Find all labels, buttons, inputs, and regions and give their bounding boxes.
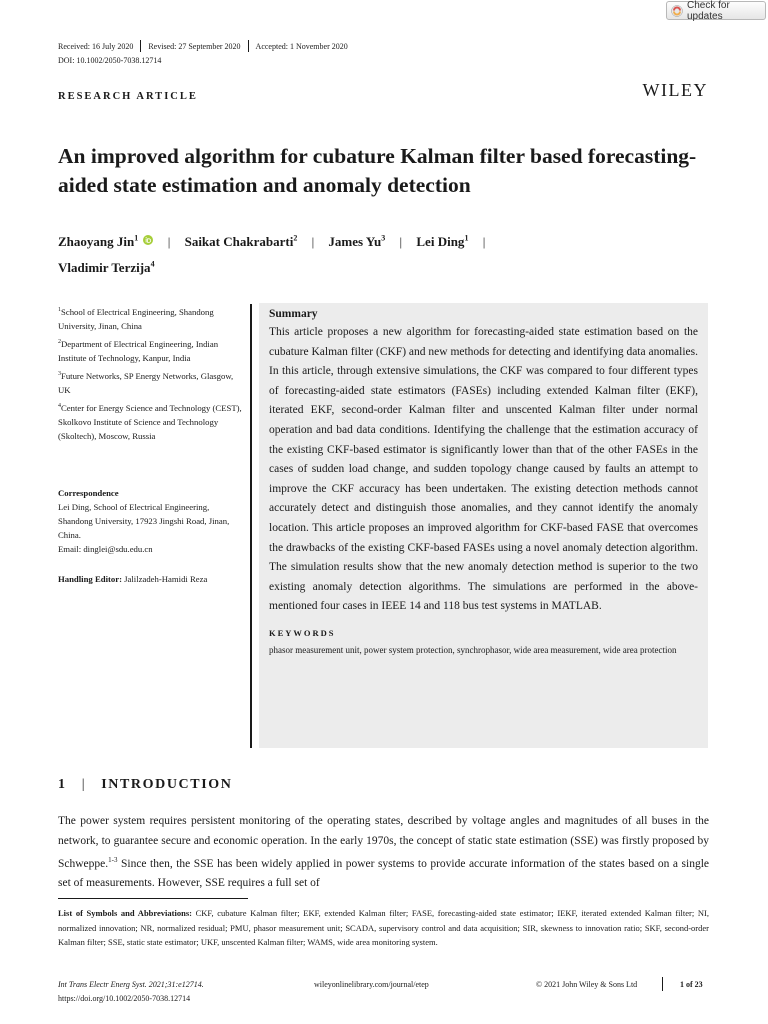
affiliations xyxy=(58,303,246,445)
author-separator: | xyxy=(482,234,486,250)
article-dates xyxy=(58,40,348,52)
publisher-logo: WILEY xyxy=(642,80,708,100)
author-name[interactable]: Vladimir Terzija$^4$ xyxy=(58,259,155,275)
intro-paragraph: The power system requires persistent monitoring of the operating states, described by voltage angles and magnitudes of all buses in the network, to guarantee secure and economic operation. In the early 1970s, the concept of static state estimation (SSE) was firstly proposed by Schweppe.$^{1-3}$ Since then, the SSE has been widely applied in power systems to provide accurate information of the states based on a single set of measurements. However, SSE requires a full set of xyxy=(58,815,709,890)
author-list xyxy=(58,228,718,279)
handling-editor xyxy=(58,572,246,586)
revised-date: Revised: 27 September 2020 xyxy=(148,41,241,51)
doi-link[interactable]: https://doi.org/10.1002/2050-7038.12714 xyxy=(58,994,191,1003)
keywords-text: phasor measurement unit, power system protection, synchrophasor, wide area measurement, wide area protection xyxy=(269,644,677,655)
page-number: 1 of 23 xyxy=(680,980,703,989)
correspondence-email[interactable]: Email: dinglei@sdu.edu.cn xyxy=(58,544,153,554)
summary-box xyxy=(259,303,708,748)
summary-heading: Summary xyxy=(269,308,318,320)
footnote-text: CKF, cubature Kalman filter; EKF, extended Kalman filter; FASE, forecasting-aided state estimator; IEKF, iterated extended Kalman filter; NI, normalized innovation; NR, normalized residual; PMU, phasor measurement unit; SCADA, supervisory control and data acquisition; SIR, skewness to innovation ratio; SKF, second-order Kalman filter; SSE, static state estimator; UKF, unscented Kalman filter; WAMS, wide area monitoring system. xyxy=(58,908,709,947)
check-updates-label: Check for updates xyxy=(687,0,730,22)
accepted-date: Accepted: 1 November 2020 xyxy=(255,41,348,51)
author-name[interactable]: Zhaoyang Jin$^1$ xyxy=(58,234,139,250)
article-title: An improved algorithm for cubature Kalman filter based forecasting-aided state estimation and anomaly detection xyxy=(58,144,697,197)
keywords-heading: KEYWORDS xyxy=(269,627,336,638)
affiliation: $^2$Department of Electrical Engineering, Indian Institute of Technology, Kanpur, India xyxy=(58,338,219,363)
journal-citation: Int Trans Electr Energ Syst. 2021;31:e12714. xyxy=(58,980,204,989)
author-name[interactable]: Lei Ding$^1$ xyxy=(416,234,469,250)
author-separator: | xyxy=(311,234,315,250)
check-for-updates-button[interactable] xyxy=(666,1,766,20)
affiliation: $^1$School of Electrical Engineering, Shandong University, Jinan, China xyxy=(58,306,214,331)
journal-site-link[interactable]: wileyonlinelibrary.com/journal/etep xyxy=(314,980,429,989)
summary-rule xyxy=(250,304,252,748)
divider xyxy=(248,40,249,52)
section-heading xyxy=(58,777,232,793)
handling-editor-name: Jalilzadeh-Hamidi Reza xyxy=(124,574,208,584)
footnote-rule xyxy=(58,898,248,899)
citation-link[interactable]: 1-3 xyxy=(108,856,118,864)
author-separator: | xyxy=(167,234,171,250)
check-updates-icon xyxy=(671,5,683,17)
divider xyxy=(662,977,663,991)
received-date: Received: 16 July 2020 xyxy=(58,41,134,51)
divider xyxy=(140,40,141,52)
footnote-label: List of Symbols and Abbreviations: xyxy=(58,908,192,918)
article-type: RESEARCH ARTICLE xyxy=(58,91,198,102)
section-number: 1 xyxy=(58,777,67,792)
section-title: INTRODUCTION xyxy=(101,777,233,792)
correspondence-text: Lei Ding, School of Electrical Engineering, Shandong University, 17923 Jingshi Road, Jinan, China. xyxy=(58,502,230,540)
copyright: © 2021 John Wiley & Sons Ltd xyxy=(536,980,638,989)
affiliation: $^4$Center for Energy Science and Technology (CEST), Skolkovo Institute of Science and Technology (Skoltech), Moscow, Russia xyxy=(58,402,242,441)
section-separator: | xyxy=(81,777,87,792)
doi: DOI: 10.1002/2050-7038.12714 xyxy=(58,56,162,65)
author-separator: | xyxy=(399,234,403,250)
author-name[interactable]: James Yu$^3$ xyxy=(328,234,386,250)
abbreviations-footnote xyxy=(58,906,709,950)
orcid-icon[interactable] xyxy=(143,230,153,240)
author-name[interactable]: Saikat Chakrabarti$^2$ xyxy=(184,234,298,250)
correspondence-heading: Correspondence xyxy=(58,488,119,498)
handling-editor-label: Handling Editor: xyxy=(58,574,122,584)
affiliation: $^3$Future Networks, SP Energy Networks, Glasgow, UK xyxy=(58,370,234,395)
correspondence xyxy=(58,486,246,556)
summary-text: This article proposes a new algorithm for forecasting-aided state estimation based on the cubature Kalman filter (CKF) and new methods for detecting and identifying data anomalies. In this article, through extensive simulations, the CKF was compared to four different types of forecasting-aided state estimators (FASEs) including extended Kalman filter (EKF), iterated EKF, second-order Kalman filter and unscented Kalman filter under normal operation and bad data conditions. Identifying the challenge that the estimation accuracy of the existing CKF-based estimator is significantly lower than that of the other FASEs in the cases of sudden load change, and sudden topology change caused by faults an attempt to improve the CKF accuracy has been undertaken. The existing detection methods cannot accurately detect and distinguish those anomalies, and they cannot identify the anomaly location. This article proposes an improved algorithm for CKF-based FASE that overcomes the drawbacks of the existing CKF-based FASEs using a novel anomaly detection algorithm. The simulation results show that the new anomaly detection method is superior to the two existing anomaly detection algorithms. The simulations are performed in the above-mentioned four cases in IEEE 14 and 118 bus test systems in MATLAB. xyxy=(269,326,698,613)
